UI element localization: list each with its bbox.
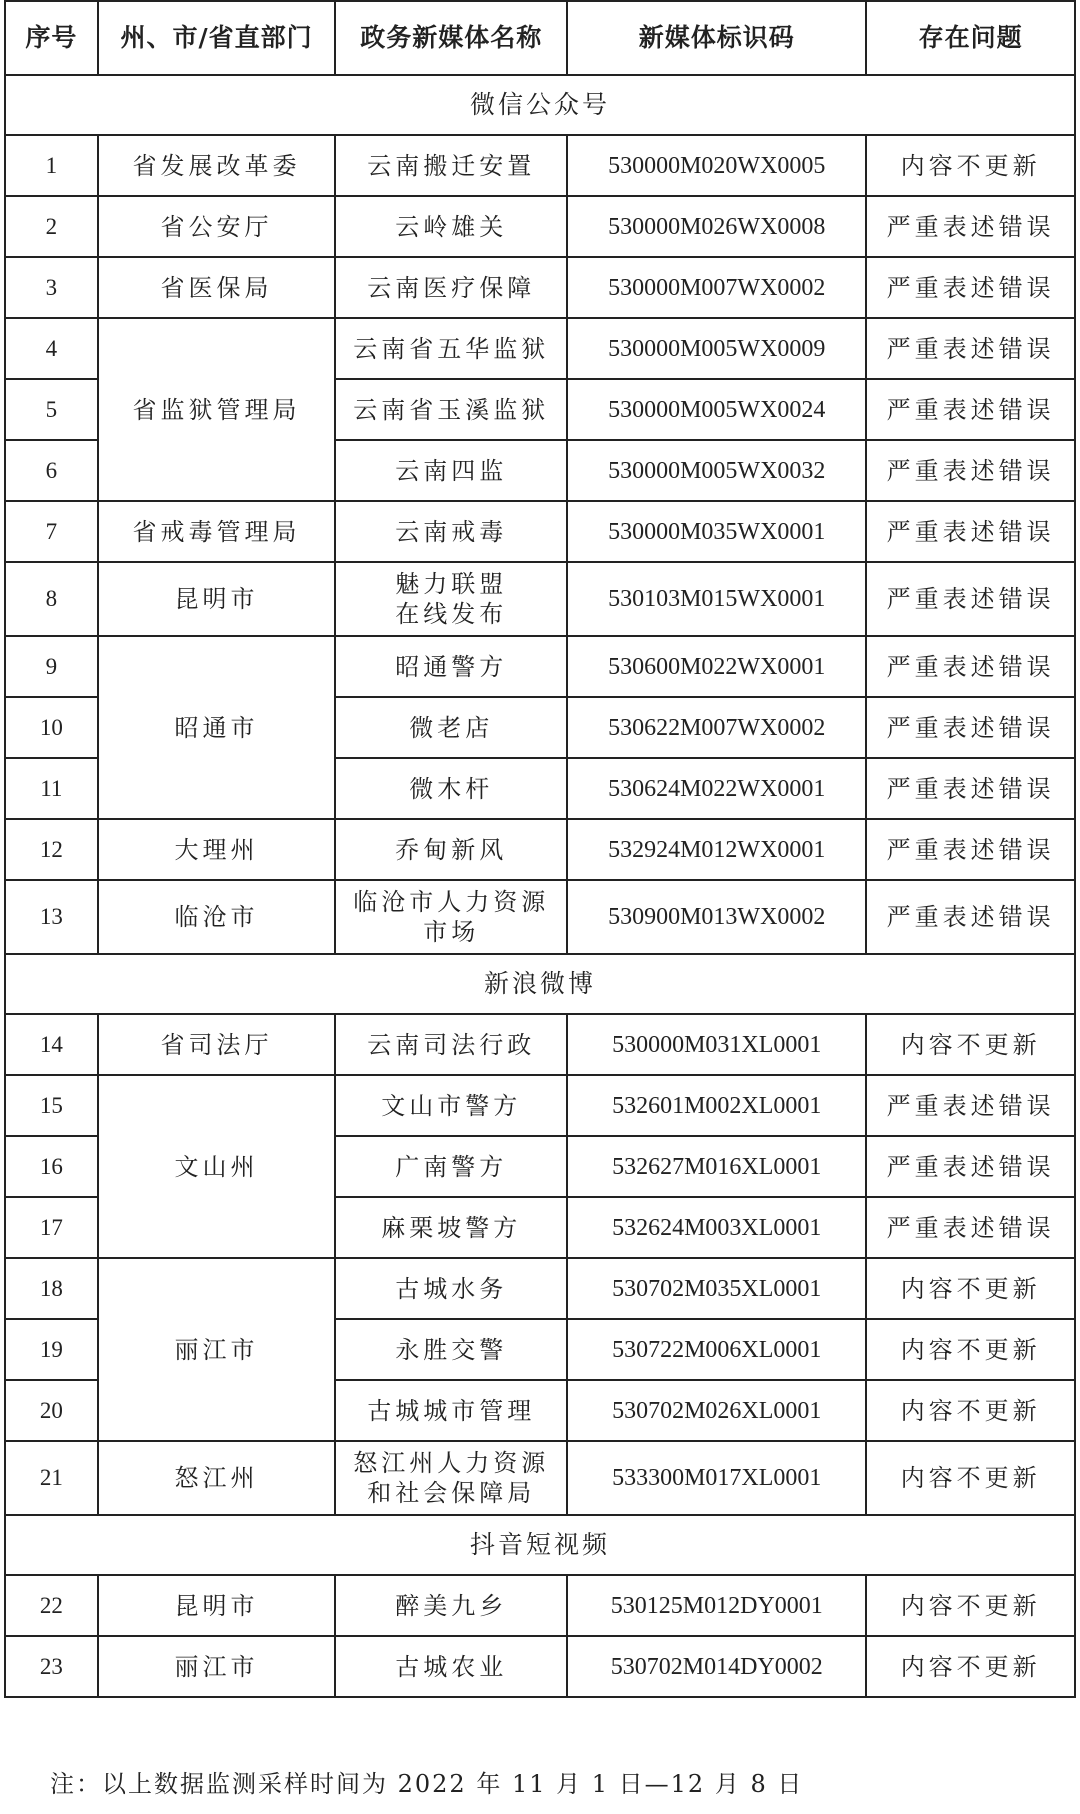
media-name-cell — [335, 501, 567, 562]
row-index: 20 — [5, 1380, 98, 1441]
row-index: 11 — [5, 758, 98, 819]
media-name-line: 临沧市人力资源 — [353, 888, 550, 916]
monitoring-table — [4, 0, 1076, 1698]
media-name-cell — [335, 1319, 567, 1380]
media-name-cell — [335, 1258, 567, 1319]
table-row — [5, 257, 1075, 318]
media-name-line: 魅力联盟 — [395, 570, 508, 598]
media-code-cell: 530000M035WX0001 — [567, 501, 866, 562]
media-name-cell — [335, 1136, 567, 1197]
row-index: 15 — [5, 1075, 98, 1136]
media-code-cell: 530103M015WX0001 — [567, 562, 866, 636]
header-department: 州、市/省直部门 — [98, 1, 336, 75]
media-name-line: 市场 — [423, 918, 480, 946]
table-row — [5, 135, 1075, 196]
issue-cell: 内容不更新 — [866, 135, 1075, 196]
media-name-line: 乔甸新风 — [395, 835, 508, 864]
media-name-cell — [335, 196, 567, 257]
row-index: 6 — [5, 440, 98, 501]
media-name-cell — [335, 562, 567, 636]
section-title: 新浪微博 — [5, 954, 1075, 1014]
header-media-name: 政务新媒体名称 — [335, 1, 567, 75]
media-name-line: 古城水务 — [395, 1274, 508, 1303]
media-code-cell: 530900M013WX0002 — [567, 880, 866, 954]
issue-cell: 内容不更新 — [866, 1258, 1075, 1319]
table-row — [5, 636, 1075, 697]
department-cell: 文山州 — [98, 1075, 336, 1258]
media-code-cell: 530000M007WX0002 — [567, 257, 866, 318]
table-row — [5, 562, 1075, 636]
media-name-line: 古城农业 — [395, 1652, 508, 1681]
issue-cell: 内容不更新 — [866, 1636, 1075, 1697]
department-cell: 怒江州 — [98, 1441, 336, 1515]
department-cell: 临沧市 — [98, 880, 336, 954]
media-name-line: 昭通警方 — [395, 652, 508, 681]
issue-cell: 严重表述错误 — [866, 257, 1075, 318]
issue-cell: 严重表述错误 — [866, 196, 1075, 257]
media-name-cell — [335, 1636, 567, 1697]
media-name-line: 微老店 — [409, 713, 494, 742]
issue-cell: 严重表述错误 — [866, 819, 1075, 880]
media-code-cell: 530600M022WX0001 — [567, 636, 866, 697]
row-index: 19 — [5, 1319, 98, 1380]
media-name-cell — [335, 1014, 567, 1075]
row-index: 2 — [5, 196, 98, 257]
media-code-cell: 532601M002XL0001 — [567, 1075, 866, 1136]
media-code-cell: 530702M026XL0001 — [567, 1380, 866, 1441]
section-row — [5, 75, 1075, 135]
row-index: 7 — [5, 501, 98, 562]
department-cell: 大理州 — [98, 819, 336, 880]
media-name-cell — [335, 135, 567, 196]
department-cell: 省司法厅 — [98, 1014, 336, 1075]
media-code-cell: 532924M012WX0001 — [567, 819, 866, 880]
footnote: 注：以上数据监测采样时间为 2022 年 11 月 1 日—12 月 8 日 — [50, 1770, 804, 1798]
media-name-line: 云南医疗保障 — [367, 273, 536, 302]
row-index: 4 — [5, 318, 98, 379]
media-name-line: 古城城市管理 — [367, 1396, 536, 1425]
issue-cell: 内容不更新 — [866, 1575, 1075, 1636]
media-name-line: 云岭雄关 — [395, 212, 508, 241]
media-name-cell — [335, 257, 567, 318]
media-name-line: 和社会保障局 — [367, 1479, 536, 1507]
media-code-cell: 530000M031XL0001 — [567, 1014, 866, 1075]
media-name-line: 麻栗坡警方 — [381, 1213, 522, 1242]
issue-cell: 严重表述错误 — [866, 1197, 1075, 1258]
media-code-cell: 533300M017XL0001 — [567, 1441, 866, 1515]
media-code-cell: 530000M026WX0008 — [567, 196, 866, 257]
media-name-cell — [335, 636, 567, 697]
row-index: 3 — [5, 257, 98, 318]
report-table-container — [4, 0, 1076, 1698]
media-name-line: 在线发布 — [395, 600, 508, 628]
row-index: 23 — [5, 1636, 98, 1697]
department-cell: 丽江市 — [98, 1258, 336, 1441]
table-row — [5, 501, 1075, 562]
section-title: 抖音短视频 — [5, 1515, 1075, 1575]
media-name-cell — [335, 697, 567, 758]
media-name-line: 怒江州人力资源 — [353, 1449, 550, 1477]
department-cell: 丽江市 — [98, 1636, 336, 1697]
issue-cell: 内容不更新 — [866, 1441, 1075, 1515]
media-code-cell: 530000M005WX0024 — [567, 379, 866, 440]
media-code-cell: 530000M005WX0009 — [567, 318, 866, 379]
table-row — [5, 1258, 1075, 1319]
media-code-cell: 530000M005WX0032 — [567, 440, 866, 501]
row-index: 21 — [5, 1441, 98, 1515]
media-code-cell: 530702M035XL0001 — [567, 1258, 866, 1319]
table-row — [5, 1441, 1075, 1515]
department-cell: 省戒毒管理局 — [98, 501, 336, 562]
department-cell: 昆明市 — [98, 562, 336, 636]
row-index: 10 — [5, 697, 98, 758]
row-index: 5 — [5, 379, 98, 440]
media-code-cell: 530622M007WX0002 — [567, 697, 866, 758]
department-cell: 昆明市 — [98, 1575, 336, 1636]
header-row — [5, 1, 1075, 75]
issue-cell: 严重表述错误 — [866, 1075, 1075, 1136]
header-media-code: 新媒体标识码 — [567, 1, 866, 75]
row-index: 1 — [5, 135, 98, 196]
department-cell: 昭通市 — [98, 636, 336, 819]
media-name-line: 云南司法行政 — [367, 1030, 536, 1059]
row-index: 17 — [5, 1197, 98, 1258]
media-code-cell: 532627M016XL0001 — [567, 1136, 866, 1197]
media-name-cell — [335, 819, 567, 880]
table-row — [5, 880, 1075, 954]
issue-cell: 严重表述错误 — [866, 318, 1075, 379]
media-name-cell — [335, 1575, 567, 1636]
row-index: 13 — [5, 880, 98, 954]
media-code-cell: 532624M003XL0001 — [567, 1197, 866, 1258]
media-name-line: 云南省五华监狱 — [353, 334, 550, 363]
issue-cell: 严重表述错误 — [866, 758, 1075, 819]
media-code-cell: 530702M014DY0002 — [567, 1636, 866, 1697]
media-name-cell — [335, 379, 567, 440]
issue-cell: 严重表述错误 — [866, 636, 1075, 697]
table-row — [5, 196, 1075, 257]
row-index: 8 — [5, 562, 98, 636]
media-name-cell — [335, 1441, 567, 1515]
media-name-cell — [335, 1075, 567, 1136]
media-name-cell — [335, 318, 567, 379]
media-name-line: 微木杆 — [409, 774, 494, 803]
header-index: 序号 — [5, 1, 98, 75]
table-row — [5, 819, 1075, 880]
table-row — [5, 318, 1075, 379]
media-name-line: 文山市警方 — [381, 1091, 522, 1120]
media-name-cell — [335, 880, 567, 954]
table-body — [5, 75, 1075, 1697]
department-cell: 省公安厅 — [98, 196, 336, 257]
media-name-line: 云南四监 — [395, 456, 508, 485]
issue-cell: 内容不更新 — [866, 1380, 1075, 1441]
issue-cell: 严重表述错误 — [866, 562, 1075, 636]
section-row — [5, 954, 1075, 1014]
section-title: 微信公众号 — [5, 75, 1075, 135]
table-row — [5, 1014, 1075, 1075]
media-name-cell — [335, 440, 567, 501]
media-name-cell — [335, 1197, 567, 1258]
media-name-line: 广南警方 — [395, 1152, 508, 1181]
table-row — [5, 1075, 1075, 1136]
media-code-cell: 530624M022WX0001 — [567, 758, 866, 819]
media-name-cell — [335, 758, 567, 819]
row-index: 14 — [5, 1014, 98, 1075]
issue-cell: 严重表述错误 — [866, 697, 1075, 758]
row-index: 18 — [5, 1258, 98, 1319]
media-name-cell — [335, 1380, 567, 1441]
row-index: 12 — [5, 819, 98, 880]
issue-cell: 内容不更新 — [866, 1014, 1075, 1075]
issue-cell: 严重表述错误 — [866, 880, 1075, 954]
issue-cell: 严重表述错误 — [866, 379, 1075, 440]
section-row — [5, 1515, 1075, 1575]
media-code-cell: 530722M006XL0001 — [567, 1319, 866, 1380]
department-cell: 省医保局 — [98, 257, 336, 318]
issue-cell: 内容不更新 — [866, 1319, 1075, 1380]
row-index: 9 — [5, 636, 98, 697]
media-code-cell: 530000M020WX0005 — [567, 135, 866, 196]
media-name-line: 云南戒毒 — [395, 517, 508, 546]
row-index: 22 — [5, 1575, 98, 1636]
media-name-line: 云南省玉溪监狱 — [353, 395, 550, 424]
department-cell: 省发展改革委 — [98, 135, 336, 196]
table-row — [5, 1636, 1075, 1697]
media-code-cell: 530125M012DY0001 — [567, 1575, 866, 1636]
issue-cell: 严重表述错误 — [866, 1136, 1075, 1197]
media-name-line: 云南搬迁安置 — [367, 151, 536, 180]
media-name-line: 醉美九乡 — [395, 1591, 508, 1620]
department-cell: 省监狱管理局 — [98, 318, 336, 501]
table-row — [5, 1575, 1075, 1636]
row-index: 16 — [5, 1136, 98, 1197]
media-name-line: 永胜交警 — [395, 1335, 508, 1364]
issue-cell: 严重表述错误 — [866, 501, 1075, 562]
header-issue: 存在问题 — [866, 1, 1075, 75]
issue-cell: 严重表述错误 — [866, 440, 1075, 501]
